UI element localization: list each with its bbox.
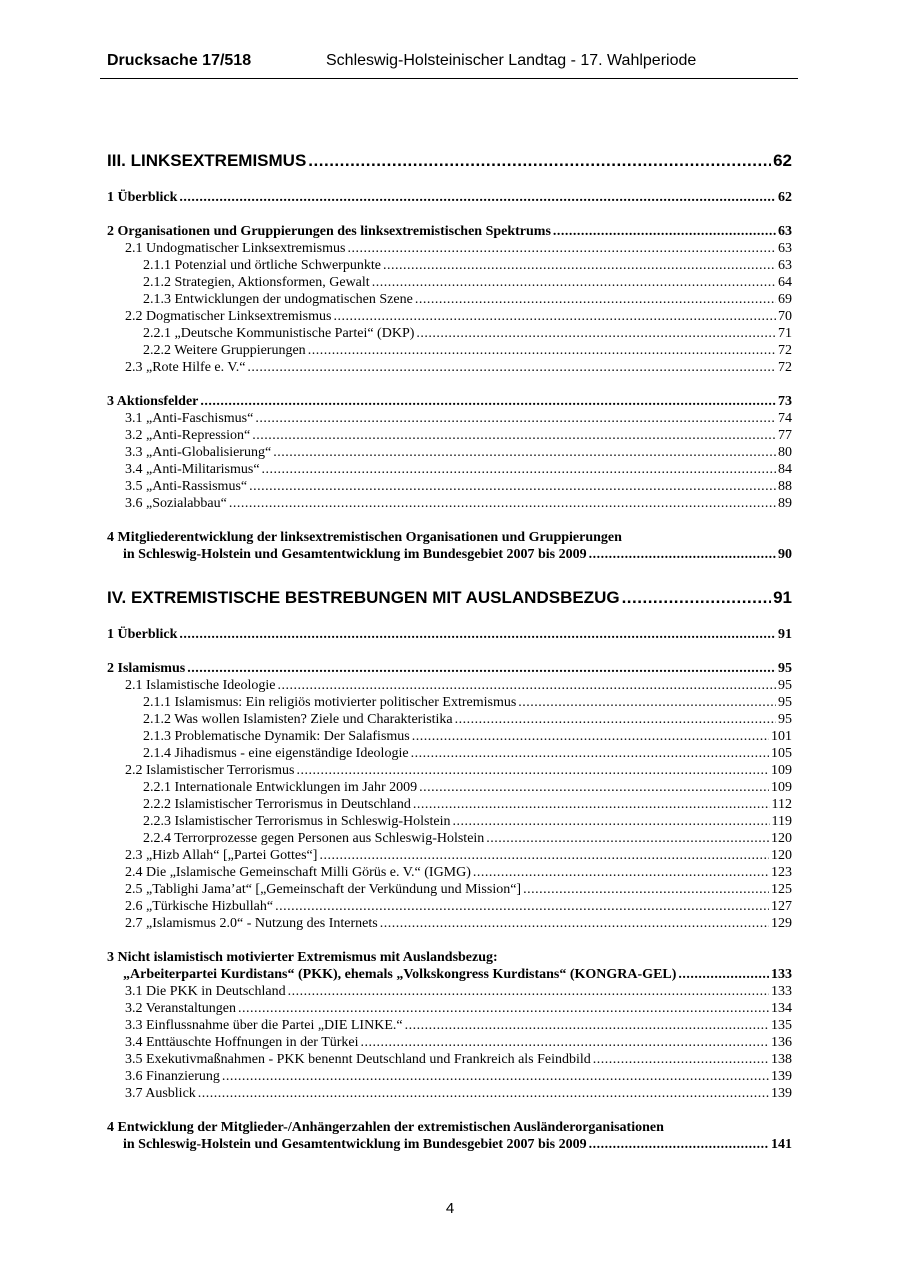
toc-entry[interactable]: 3.6 „Sozialabbau“ ..... 89: [107, 495, 792, 512]
toc-entry[interactable]: 2.1 Islamistische Ideologie ..... 95: [107, 677, 792, 694]
toc-part-heading[interactable]: IV. EXTREMISTISCHE BESTREBUNGEN MIT AUSLANDSBEZUG ..... 91: [107, 586, 792, 610]
toc-entry[interactable]: 3.2 „Anti-Repression“ ..... 77: [107, 427, 792, 444]
table-of-contents: [107, 149, 792, 1153]
document-number: Drucksache 17/518: [107, 52, 252, 69]
toc-entry[interactable]: 2.2.4 Terrorprozesse gegen Personen aus Schleswig-Holstein ..... 120: [107, 830, 792, 847]
toc-entry[interactable]: 1 Überblick ..... 62: [107, 189, 792, 206]
toc-entry[interactable]: 3.1 Die PKK in Deutschland ..... 133: [107, 983, 792, 1000]
toc-entry[interactable]: 2.2 Dogmatischer Linksextremismus ..... 70: [107, 308, 792, 325]
toc-entry[interactable]: 3.6 Finanzierung ..... 139: [107, 1068, 792, 1085]
toc-entry[interactable]: 3 Aktionsfelder ..... 73: [107, 393, 792, 410]
toc-entry[interactable]: 2.1.1 Islamismus: Ein religiös motivierter politischer Extremismus ..... 95: [107, 694, 792, 711]
toc-entry[interactable]: 2.3 „Rote Hilfe e. V.“ ..... 72: [107, 359, 792, 376]
toc-entry[interactable]: 2.7 „Islamismus 2.0“ - Nutzung des Internets ..... 129: [107, 915, 792, 932]
toc-entry[interactable]: 3.5 „Anti-Rassismus“ ..... 88: [107, 478, 792, 495]
toc-entry[interactable]: 2.3 „Hizb Allah“ [„Partei Gottes“] ..... 120: [107, 847, 792, 864]
toc-entry[interactable]: 2.1.4 Jihadismus - eine eigenständige Ideologie ..... 105: [107, 745, 792, 762]
toc-entry-heading: 4 Mitgliederentwicklung der linksextremistischen Organisationen und Gruppierungen: [107, 530, 622, 545]
toc-entry[interactable]: 2.1.3 Problematische Dynamik: Der Salafismus ..... 101: [107, 728, 792, 745]
toc-entry[interactable]: 2.1.2 Was wollen Islamisten? Ziele und Charakteristika ..... 95: [107, 711, 792, 728]
toc-entry[interactable]: 2.5 „Tablighi Jama’at“ [„Gemeinschaft der Verkündung und Mission“] ..... 125: [107, 881, 792, 898]
toc-entry[interactable]: 3.3 „Anti-Globalisierung“ ..... 80: [107, 444, 792, 461]
toc-entry[interactable]: 3.3 Einflussnahme über die Partei „DIE LINKE.“ ..... 135: [107, 1017, 792, 1034]
toc-entry[interactable]: 3.4 Enttäuschte Hoffnungen in der Türkei ..... 136: [107, 1034, 792, 1051]
toc-entry[interactable]: 2.1 Undogmatischer Linksextremismus ..... 63: [107, 240, 792, 257]
toc-entry[interactable]: 2.2.3 Islamistischer Terrorismus in Schleswig-Holstein ..... 119: [107, 813, 792, 830]
toc-entry-heading: 4 Entwicklung der Mitglieder-/Anhängerzahlen der extremistischen Ausländerorganisationen: [107, 1120, 664, 1135]
toc-entry[interactable]: 2.6 „Türkische Hizbullah“ ..... 127: [107, 898, 792, 915]
toc-entry[interactable]: 3.4 „Anti-Militarismus“ ..... 84: [107, 461, 792, 478]
header-title: Schleswig-Holsteinischer Landtag - 17. Wahlperiode: [326, 52, 697, 69]
toc-entry[interactable]: „Arbeiterpartei Kurdistans“ (PKK), ehemals „Volkskongress Kurdistans“ (KONGRA-GEL) ..... 133: [107, 966, 792, 983]
toc-entry[interactable]: 2.2.2 Weitere Gruppierungen ..... 72: [107, 342, 792, 359]
page-header: [100, 50, 798, 79]
toc-entry[interactable]: 2.2.1 Internationale Entwicklungen im Jahr 2009 ..... 109: [107, 779, 792, 796]
toc-entry[interactable]: 2.1.2 Strategien, Aktionsformen, Gewalt ..... 64: [107, 274, 792, 291]
toc-entry[interactable]: 3.7 Ausblick ..... 139: [107, 1085, 792, 1102]
toc-entry[interactable]: 2.2.2 Islamistischer Terrorismus in Deutschland ..... 112: [107, 796, 792, 813]
toc-entry[interactable]: 3.1 „Anti-Faschismus“ ..... 74: [107, 410, 792, 427]
toc-entry[interactable]: 2 Organisationen und Gruppierungen des linksextremistischen Spektrums ..... 63: [107, 223, 792, 240]
toc-entry[interactable]: 3.5 Exekutivmaßnahmen - PKK benennt Deutschland und Frankreich als Feindbild ..... 138: [107, 1051, 792, 1068]
toc-entry[interactable]: 3.2 Veranstaltungen ..... 134: [107, 1000, 792, 1017]
toc-entry[interactable]: 2.1.1 Potenzial und örtliche Schwerpunkte ..... 63: [107, 257, 792, 274]
toc-entry[interactable]: 2.2 Islamistischer Terrorismus ..... 109: [107, 762, 792, 779]
toc-entry[interactable]: 1 Überblick ..... 91: [107, 626, 792, 643]
toc-entry[interactable]: 2.1.3 Entwicklungen der undogmatischen Szene ..... 69: [107, 291, 792, 308]
toc-entry[interactable]: in Schleswig-Holstein und Gesamtentwicklung im Bundesgebiet 2007 bis 2009 ..... 141: [107, 1136, 792, 1153]
toc-part-heading[interactable]: III. LINKSEXTREMISMUS ..... 62: [107, 149, 792, 173]
toc-entry[interactable]: 2.4 Die „Islamische Gemeinschaft Milli Görüs e. V.“ (IGMG) ..... 123: [107, 864, 792, 881]
toc-entry[interactable]: in Schleswig-Holstein und Gesamtentwicklung im Bundesgebiet 2007 bis 2009 ..... 90: [107, 546, 792, 563]
toc-entry-heading: 3 Nicht islamistisch motivierter Extremismus mit Auslandsbezug:: [107, 950, 498, 965]
page-number: 4: [445, 1200, 455, 1217]
toc-entry[interactable]: 2.2.1 „Deutsche Kommunistische Partei“ (DKP) ..... 71: [107, 325, 792, 342]
toc-entry[interactable]: 2 Islamismus ..... 95: [107, 660, 792, 677]
